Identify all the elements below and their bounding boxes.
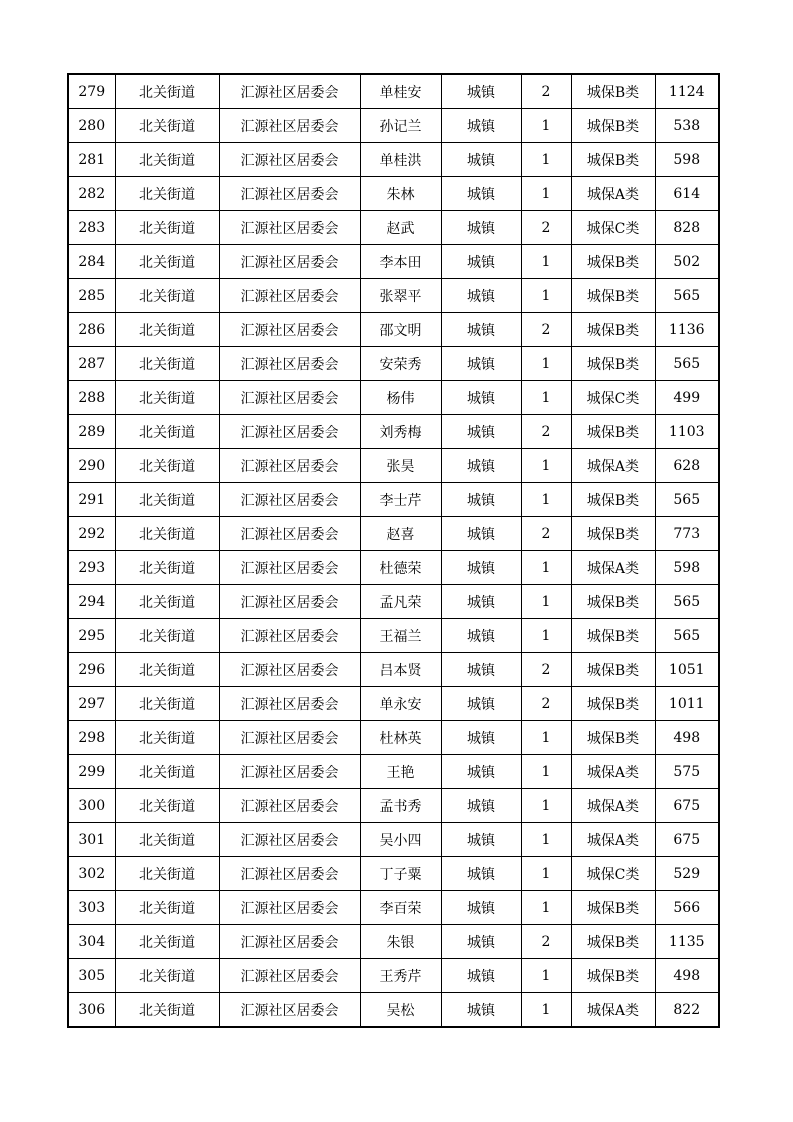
cell-amount: 498 <box>655 959 719 993</box>
cell-amount: 675 <box>655 789 719 823</box>
cell-seq: 295 <box>68 619 115 653</box>
cell-name: 李本田 <box>360 245 441 279</box>
cell-count: 2 <box>521 925 571 959</box>
cell-name: 丁子粟 <box>360 857 441 891</box>
cell-street: 北关街道 <box>115 687 219 721</box>
cell-seq: 297 <box>68 687 115 721</box>
cell-street: 北关街道 <box>115 823 219 857</box>
cell-community: 汇源社区居委会 <box>219 619 360 653</box>
cell-seq: 305 <box>68 959 115 993</box>
cell-seq: 299 <box>68 755 115 789</box>
table-row <box>68 279 719 313</box>
cell-community: 汇源社区居委会 <box>219 857 360 891</box>
cell-category: 城保B类 <box>571 959 655 993</box>
table-row <box>68 823 719 857</box>
cell-seq: 296 <box>68 653 115 687</box>
cell-street: 北关街道 <box>115 585 219 619</box>
cell-name: 王福兰 <box>360 619 441 653</box>
cell-type: 城镇 <box>441 177 521 211</box>
cell-seq: 306 <box>68 993 115 1028</box>
cell-type: 城镇 <box>441 483 521 517</box>
cell-count: 1 <box>521 993 571 1028</box>
table-row <box>68 381 719 415</box>
cell-type: 城镇 <box>441 823 521 857</box>
cell-type: 城镇 <box>441 789 521 823</box>
table-row <box>68 143 719 177</box>
cell-community: 汇源社区居委会 <box>219 993 360 1028</box>
cell-name: 王艳 <box>360 755 441 789</box>
cell-community: 汇源社区居委会 <box>219 789 360 823</box>
cell-category: 城保B类 <box>571 585 655 619</box>
cell-street: 北关街道 <box>115 74 219 109</box>
table-row <box>68 993 719 1028</box>
cell-name: 吴松 <box>360 993 441 1028</box>
cell-street: 北关街道 <box>115 381 219 415</box>
cell-name: 赵喜 <box>360 517 441 551</box>
cell-type: 城镇 <box>441 415 521 449</box>
cell-count: 2 <box>521 517 571 551</box>
cell-name: 朱林 <box>360 177 441 211</box>
cell-type: 城镇 <box>441 755 521 789</box>
cell-amount: 828 <box>655 211 719 245</box>
cell-street: 北关街道 <box>115 245 219 279</box>
cell-seq: 279 <box>68 74 115 109</box>
cell-amount: 565 <box>655 619 719 653</box>
cell-community: 汇源社区居委会 <box>219 143 360 177</box>
cell-amount: 529 <box>655 857 719 891</box>
cell-community: 汇源社区居委会 <box>219 721 360 755</box>
cell-category: 城保B类 <box>571 687 655 721</box>
cell-category: 城保A类 <box>571 993 655 1028</box>
cell-street: 北关街道 <box>115 449 219 483</box>
cell-type: 城镇 <box>441 993 521 1028</box>
cell-category: 城保A类 <box>571 789 655 823</box>
table-row <box>68 721 719 755</box>
table-row <box>68 109 719 143</box>
cell-amount: 565 <box>655 483 719 517</box>
cell-street: 北关街道 <box>115 925 219 959</box>
cell-amount: 538 <box>655 109 719 143</box>
cell-name: 孙记兰 <box>360 109 441 143</box>
table-row <box>68 415 719 449</box>
records-table <box>67 73 720 1028</box>
cell-amount: 675 <box>655 823 719 857</box>
cell-street: 北关街道 <box>115 653 219 687</box>
cell-count: 1 <box>521 483 571 517</box>
cell-count: 1 <box>521 789 571 823</box>
cell-category: 城保B类 <box>571 74 655 109</box>
cell-type: 城镇 <box>441 313 521 347</box>
cell-count: 1 <box>521 245 571 279</box>
cell-category: 城保A类 <box>571 177 655 211</box>
cell-community: 汇源社区居委会 <box>219 177 360 211</box>
cell-category: 城保B类 <box>571 109 655 143</box>
cell-category: 城保B类 <box>571 483 655 517</box>
cell-category: 城保B类 <box>571 517 655 551</box>
cell-category: 城保C类 <box>571 211 655 245</box>
cell-amount: 566 <box>655 891 719 925</box>
cell-amount: 1135 <box>655 925 719 959</box>
cell-count: 1 <box>521 143 571 177</box>
cell-community: 汇源社区居委会 <box>219 313 360 347</box>
cell-type: 城镇 <box>441 279 521 313</box>
cell-category: 城保B类 <box>571 925 655 959</box>
cell-community: 汇源社区居委会 <box>219 415 360 449</box>
cell-name: 朱银 <box>360 925 441 959</box>
cell-seq: 285 <box>68 279 115 313</box>
cell-count: 1 <box>521 823 571 857</box>
table-row <box>68 211 719 245</box>
cell-count: 1 <box>521 891 571 925</box>
cell-street: 北关街道 <box>115 755 219 789</box>
cell-type: 城镇 <box>441 925 521 959</box>
cell-category: 城保B类 <box>571 721 655 755</box>
cell-street: 北关街道 <box>115 143 219 177</box>
cell-seq: 304 <box>68 925 115 959</box>
table-row <box>68 789 719 823</box>
cell-amount: 822 <box>655 993 719 1028</box>
cell-type: 城镇 <box>441 619 521 653</box>
cell-type: 城镇 <box>441 109 521 143</box>
cell-count: 2 <box>521 313 571 347</box>
cell-type: 城镇 <box>441 857 521 891</box>
cell-community: 汇源社区居委会 <box>219 74 360 109</box>
cell-type: 城镇 <box>441 585 521 619</box>
cell-community: 汇源社区居委会 <box>219 653 360 687</box>
cell-amount: 502 <box>655 245 719 279</box>
cell-count: 1 <box>521 585 571 619</box>
cell-seq: 291 <box>68 483 115 517</box>
cell-count: 1 <box>521 857 571 891</box>
cell-name: 刘秀梅 <box>360 415 441 449</box>
cell-count: 1 <box>521 381 571 415</box>
table-row <box>68 925 719 959</box>
cell-street: 北关街道 <box>115 551 219 585</box>
cell-seq: 301 <box>68 823 115 857</box>
table-row <box>68 891 719 925</box>
cell-seq: 287 <box>68 347 115 381</box>
table-row <box>68 585 719 619</box>
cell-street: 北关街道 <box>115 789 219 823</box>
cell-community: 汇源社区居委会 <box>219 449 360 483</box>
cell-category: 城保B类 <box>571 313 655 347</box>
cell-type: 城镇 <box>441 245 521 279</box>
cell-community: 汇源社区居委会 <box>219 347 360 381</box>
cell-count: 2 <box>521 74 571 109</box>
cell-count: 2 <box>521 653 571 687</box>
cell-seq: 286 <box>68 313 115 347</box>
cell-street: 北关街道 <box>115 891 219 925</box>
cell-seq: 283 <box>68 211 115 245</box>
cell-category: 城保B类 <box>571 245 655 279</box>
cell-type: 城镇 <box>441 959 521 993</box>
cell-count: 1 <box>521 109 571 143</box>
cell-count: 1 <box>521 449 571 483</box>
cell-street: 北关街道 <box>115 619 219 653</box>
table-row <box>68 347 719 381</box>
cell-seq: 280 <box>68 109 115 143</box>
cell-name: 孟书秀 <box>360 789 441 823</box>
cell-amount: 1103 <box>655 415 719 449</box>
cell-category: 城保B类 <box>571 143 655 177</box>
table-row <box>68 755 719 789</box>
cell-amount: 565 <box>655 347 719 381</box>
cell-amount: 1136 <box>655 313 719 347</box>
cell-street: 北关街道 <box>115 211 219 245</box>
cell-seq: 300 <box>68 789 115 823</box>
cell-community: 汇源社区居委会 <box>219 891 360 925</box>
cell-type: 城镇 <box>441 347 521 381</box>
cell-category: 城保B类 <box>571 279 655 313</box>
table-row <box>68 551 719 585</box>
cell-seq: 281 <box>68 143 115 177</box>
cell-seq: 302 <box>68 857 115 891</box>
cell-category: 城保A类 <box>571 449 655 483</box>
cell-count: 1 <box>521 755 571 789</box>
table-row <box>68 449 719 483</box>
cell-count: 2 <box>521 687 571 721</box>
cell-amount: 614 <box>655 177 719 211</box>
cell-community: 汇源社区居委会 <box>219 517 360 551</box>
cell-community: 汇源社区居委会 <box>219 211 360 245</box>
cell-category: 城保A类 <box>571 823 655 857</box>
cell-name: 杨伟 <box>360 381 441 415</box>
cell-community: 汇源社区居委会 <box>219 109 360 143</box>
cell-type: 城镇 <box>441 653 521 687</box>
table-row <box>68 959 719 993</box>
cell-count: 2 <box>521 415 571 449</box>
cell-type: 城镇 <box>441 449 521 483</box>
cell-type: 城镇 <box>441 381 521 415</box>
table-row <box>68 483 719 517</box>
cell-name: 安荣秀 <box>360 347 441 381</box>
cell-name: 赵武 <box>360 211 441 245</box>
table-row <box>68 177 719 211</box>
cell-seq: 293 <box>68 551 115 585</box>
cell-street: 北关街道 <box>115 483 219 517</box>
cell-street: 北关街道 <box>115 857 219 891</box>
cell-street: 北关街道 <box>115 313 219 347</box>
cell-category: 城保B类 <box>571 619 655 653</box>
cell-category: 城保B类 <box>571 415 655 449</box>
cell-street: 北关街道 <box>115 279 219 313</box>
cell-name: 孟凡荣 <box>360 585 441 619</box>
cell-street: 北关街道 <box>115 993 219 1028</box>
cell-seq: 303 <box>68 891 115 925</box>
cell-street: 北关街道 <box>115 415 219 449</box>
cell-community: 汇源社区居委会 <box>219 551 360 585</box>
cell-community: 汇源社区居委会 <box>219 959 360 993</box>
cell-name: 张翠平 <box>360 279 441 313</box>
cell-seq: 289 <box>68 415 115 449</box>
cell-street: 北关街道 <box>115 109 219 143</box>
table-row <box>68 653 719 687</box>
cell-name: 吕本贤 <box>360 653 441 687</box>
cell-community: 汇源社区居委会 <box>219 245 360 279</box>
cell-count: 1 <box>521 279 571 313</box>
cell-community: 汇源社区居委会 <box>219 279 360 313</box>
cell-type: 城镇 <box>441 891 521 925</box>
cell-name: 单桂洪 <box>360 143 441 177</box>
records-body <box>68 74 719 1027</box>
cell-amount: 598 <box>655 143 719 177</box>
cell-name: 单桂安 <box>360 74 441 109</box>
cell-count: 1 <box>521 721 571 755</box>
table-row <box>68 517 719 551</box>
cell-amount: 1011 <box>655 687 719 721</box>
cell-seq: 290 <box>68 449 115 483</box>
cell-seq: 282 <box>68 177 115 211</box>
cell-count: 1 <box>521 551 571 585</box>
cell-street: 北关街道 <box>115 517 219 551</box>
cell-type: 城镇 <box>441 143 521 177</box>
cell-seq: 284 <box>68 245 115 279</box>
cell-amount: 628 <box>655 449 719 483</box>
cell-name: 吴小四 <box>360 823 441 857</box>
cell-type: 城镇 <box>441 551 521 585</box>
cell-type: 城镇 <box>441 721 521 755</box>
cell-street: 北关街道 <box>115 959 219 993</box>
cell-community: 汇源社区居委会 <box>219 823 360 857</box>
cell-amount: 598 <box>655 551 719 585</box>
cell-amount: 575 <box>655 755 719 789</box>
cell-count: 1 <box>521 959 571 993</box>
cell-amount: 565 <box>655 585 719 619</box>
cell-count: 1 <box>521 177 571 211</box>
cell-type: 城镇 <box>441 74 521 109</box>
cell-amount: 499 <box>655 381 719 415</box>
cell-category: 城保A类 <box>571 551 655 585</box>
cell-name: 杜林英 <box>360 721 441 755</box>
cell-category: 城保B类 <box>571 891 655 925</box>
cell-amount: 773 <box>655 517 719 551</box>
cell-community: 汇源社区居委会 <box>219 755 360 789</box>
cell-name: 王秀芹 <box>360 959 441 993</box>
cell-community: 汇源社区居委会 <box>219 483 360 517</box>
cell-name: 张昊 <box>360 449 441 483</box>
cell-count: 1 <box>521 347 571 381</box>
table-row <box>68 313 719 347</box>
table-row <box>68 687 719 721</box>
cell-name: 单永安 <box>360 687 441 721</box>
cell-name: 李士芹 <box>360 483 441 517</box>
cell-street: 北关街道 <box>115 347 219 381</box>
table-row <box>68 245 719 279</box>
cell-amount: 1051 <box>655 653 719 687</box>
cell-category: 城保B类 <box>571 347 655 381</box>
cell-community: 汇源社区居委会 <box>219 925 360 959</box>
cell-community: 汇源社区居委会 <box>219 687 360 721</box>
cell-type: 城镇 <box>441 211 521 245</box>
cell-street: 北关街道 <box>115 721 219 755</box>
cell-amount: 498 <box>655 721 719 755</box>
table-row <box>68 74 719 109</box>
cell-count: 1 <box>521 619 571 653</box>
table-row <box>68 857 719 891</box>
cell-community: 汇源社区居委会 <box>219 585 360 619</box>
cell-name: 杜德荣 <box>360 551 441 585</box>
cell-category: 城保C类 <box>571 857 655 891</box>
cell-seq: 298 <box>68 721 115 755</box>
cell-seq: 288 <box>68 381 115 415</box>
cell-amount: 565 <box>655 279 719 313</box>
cell-count: 2 <box>521 211 571 245</box>
cell-seq: 294 <box>68 585 115 619</box>
cell-street: 北关街道 <box>115 177 219 211</box>
cell-category: 城保A类 <box>571 755 655 789</box>
cell-name: 邵文明 <box>360 313 441 347</box>
cell-name: 李百荣 <box>360 891 441 925</box>
cell-community: 汇源社区居委会 <box>219 381 360 415</box>
cell-seq: 292 <box>68 517 115 551</box>
cell-category: 城保B类 <box>571 653 655 687</box>
cell-amount: 1124 <box>655 74 719 109</box>
cell-category: 城保C类 <box>571 381 655 415</box>
table-row <box>68 619 719 653</box>
cell-type: 城镇 <box>441 687 521 721</box>
cell-type: 城镇 <box>441 517 521 551</box>
